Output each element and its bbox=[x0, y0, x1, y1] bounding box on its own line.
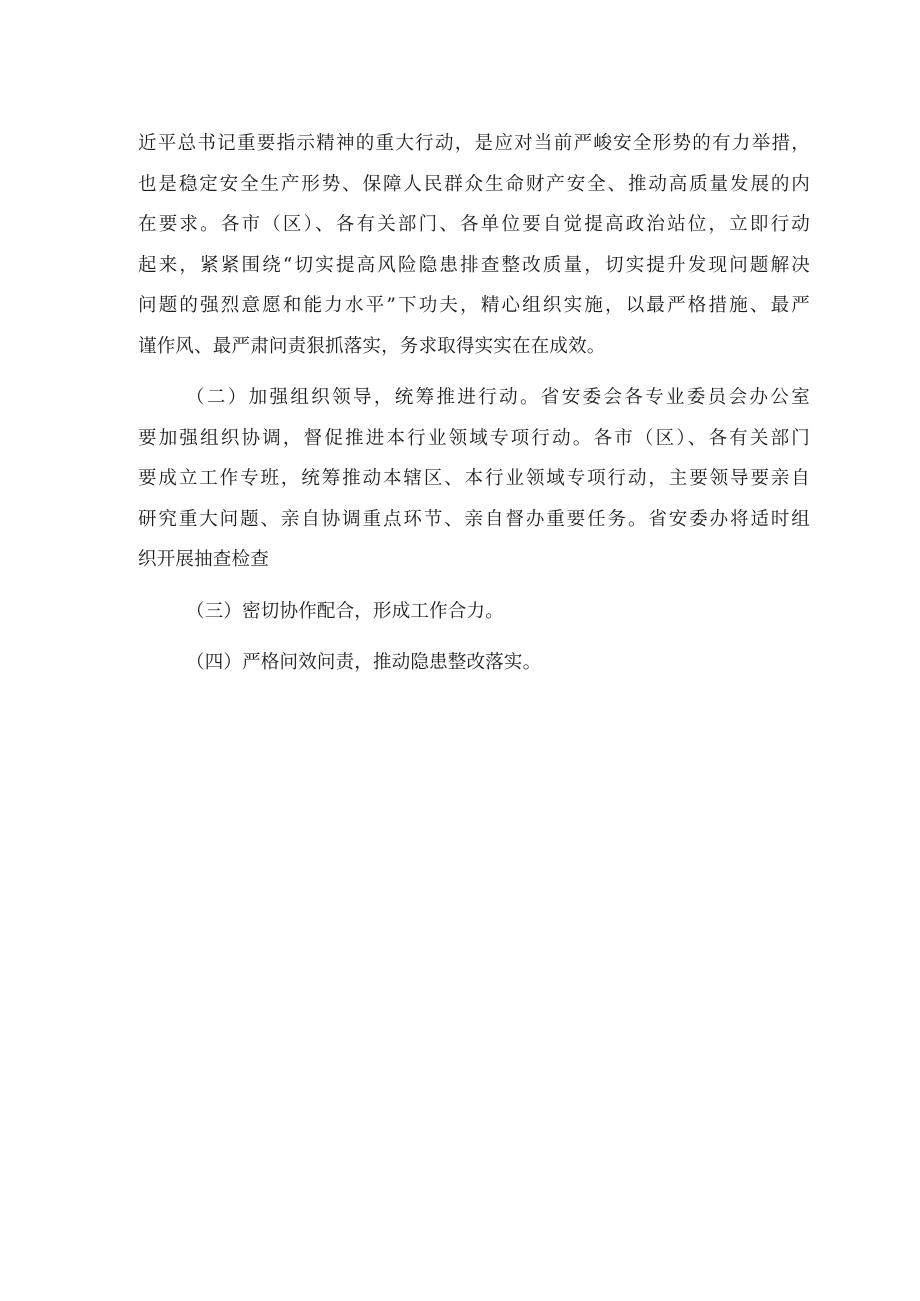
paragraph-3 bbox=[138, 592, 810, 633]
paragraph-spacer bbox=[138, 367, 810, 378]
text-line: （二）加强组织领导，统筹推进行动。省安委会各专业委员会办公室 bbox=[186, 387, 810, 408]
text-line: （四）严格问效问责，推动隐患整改落实。 bbox=[186, 652, 542, 673]
paragraph-spacer bbox=[138, 581, 810, 592]
text-line: 在要求。各市（区）、各有关部门、各单位要自觉提高政治站位，立即行动 bbox=[138, 214, 810, 235]
text-line: （三）密切协作配合，形成工作合力。 bbox=[186, 600, 504, 622]
paragraph-spacer bbox=[138, 632, 810, 643]
text-line: 织开展抽查检查 bbox=[138, 549, 269, 570]
paragraph-4 bbox=[138, 643, 810, 684]
text-line: 谨作风、最严肃问责狠抓落实，务求取得实实在在成效。 bbox=[138, 335, 606, 357]
document-body bbox=[138, 124, 810, 684]
text-line: 要加强组织协调，督促推进本行业领域专项行动。各市（区）、各有关部门 bbox=[138, 427, 810, 449]
text-line: 近平总书记重要指示精神的重大行动，是应对当前严峻安全形势的有力举措， bbox=[138, 133, 810, 154]
text-line: 研究重大问题、亲自协调重点环节、亲自督办重要任务。省安委办将适时组 bbox=[138, 508, 810, 530]
text-line: 问题的强烈意愿和能力水平”下功夫，精心组织实施，以最严格措施、最严 bbox=[138, 295, 810, 316]
text-line: 也是稳定安全生产形势、保障人民群众生命财产安全、推动高质量发展的内 bbox=[138, 173, 810, 195]
text-line: 要成立工作专班，统筹推动本辖区、本行业领域专项行动，主要领导要亲自 bbox=[138, 468, 810, 489]
text-line: 起来，紧紧围绕“切实提高风险隐患排查整改质量，切实提升发现问题解决 bbox=[138, 254, 810, 276]
paragraph-2 bbox=[138, 378, 810, 581]
paragraph-1 bbox=[138, 124, 810, 367]
